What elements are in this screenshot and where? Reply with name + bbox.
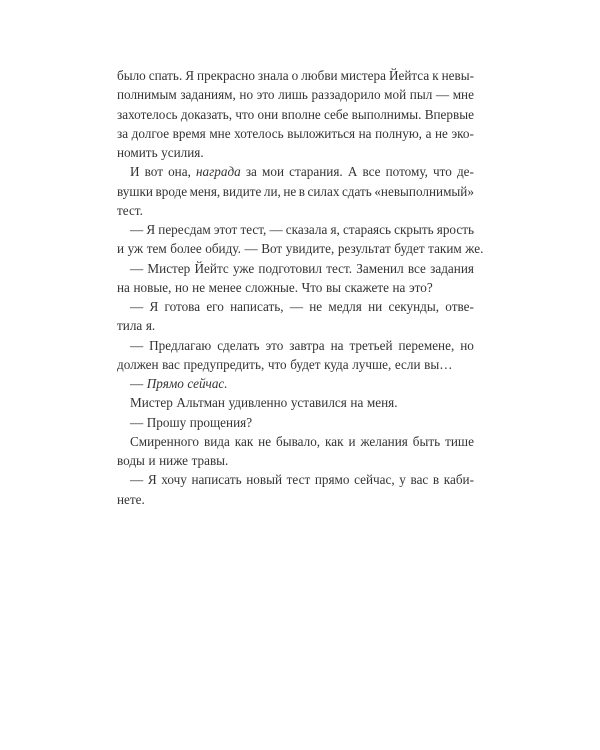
word: — bbox=[289, 299, 303, 314]
word: вушки bbox=[117, 183, 153, 199]
word: будет bbox=[394, 241, 425, 257]
word: более bbox=[170, 241, 202, 257]
word: на bbox=[350, 395, 364, 411]
word: должен bbox=[117, 356, 159, 372]
word: не bbox=[192, 279, 206, 295]
word: полнимым bbox=[117, 87, 177, 103]
word: ли, bbox=[263, 183, 281, 199]
word: не bbox=[309, 299, 323, 314]
word: и bbox=[148, 453, 156, 468]
word: не bbox=[283, 183, 297, 199]
word: было bbox=[117, 68, 146, 83]
word: эко- bbox=[451, 125, 474, 141]
word: на bbox=[330, 337, 344, 353]
word: Впервые bbox=[424, 106, 474, 122]
word: заданиям, bbox=[180, 87, 236, 103]
word: ниже bbox=[159, 453, 189, 468]
word: что bbox=[267, 356, 287, 372]
word: Йейтс bbox=[194, 260, 229, 276]
word: я, bbox=[330, 222, 340, 237]
word: Прямо bbox=[146, 376, 184, 391]
word: выполнимы. bbox=[351, 106, 422, 122]
word: готова bbox=[164, 299, 201, 314]
word: тила bbox=[117, 318, 143, 334]
word: вас bbox=[162, 356, 180, 372]
word: — bbox=[435, 87, 450, 103]
text-line bbox=[117, 470, 474, 489]
word: бывало, bbox=[276, 433, 321, 449]
word: сложные. bbox=[245, 279, 299, 295]
paragraph bbox=[117, 297, 474, 336]
text-line bbox=[117, 66, 474, 85]
word: прекрасно bbox=[197, 68, 255, 83]
body-text bbox=[117, 66, 484, 509]
word: не bbox=[435, 125, 448, 141]
word: новый bbox=[246, 472, 283, 488]
word: обиду. bbox=[205, 241, 241, 257]
word: это bbox=[265, 337, 284, 353]
word: — bbox=[130, 414, 144, 430]
word: Прошу bbox=[146, 414, 187, 430]
paragraph bbox=[117, 413, 474, 432]
word: и bbox=[117, 241, 125, 257]
word: скрыть bbox=[394, 222, 434, 237]
word: хотелось bbox=[234, 125, 284, 141]
word: все bbox=[362, 164, 381, 180]
word: в bbox=[298, 183, 305, 199]
word: в bbox=[432, 472, 440, 488]
word: она, bbox=[168, 164, 191, 180]
word: за bbox=[117, 125, 129, 141]
word: награда bbox=[196, 164, 241, 180]
text-line bbox=[117, 85, 474, 104]
paragraph bbox=[117, 393, 474, 412]
word: сейчас, bbox=[354, 472, 395, 488]
word: сейчас. bbox=[187, 376, 228, 391]
word: увидите, bbox=[285, 241, 335, 257]
word: третьей bbox=[349, 337, 393, 353]
word: удивленно bbox=[228, 395, 288, 411]
word: доказать, bbox=[180, 106, 233, 122]
text-line bbox=[117, 393, 474, 412]
word: но bbox=[460, 337, 474, 353]
text-line bbox=[117, 239, 484, 258]
text-line bbox=[117, 451, 474, 470]
word: ярость bbox=[436, 222, 474, 237]
word: вы bbox=[325, 279, 342, 295]
word: вида bbox=[203, 433, 230, 449]
word: медля bbox=[328, 299, 362, 314]
word: захотелось bbox=[117, 106, 178, 122]
word: Я bbox=[147, 472, 157, 488]
word: — bbox=[130, 337, 144, 353]
word: — bbox=[130, 260, 144, 276]
text-line bbox=[117, 105, 474, 124]
text-line bbox=[117, 413, 474, 432]
paragraph bbox=[117, 432, 474, 471]
word: на bbox=[358, 125, 372, 141]
word: как bbox=[234, 433, 254, 449]
word: прямо bbox=[314, 472, 350, 488]
text-line bbox=[117, 297, 474, 316]
word: долгое bbox=[131, 125, 170, 141]
word: и bbox=[348, 433, 356, 449]
word: тест bbox=[286, 472, 311, 488]
word: Я bbox=[185, 68, 195, 83]
word: силах bbox=[307, 183, 340, 199]
word: на bbox=[392, 279, 406, 295]
word: к bbox=[432, 68, 439, 83]
word: меня, bbox=[189, 183, 221, 199]
word: Я bbox=[149, 299, 159, 314]
word: вас bbox=[410, 472, 429, 488]
word: меня. bbox=[366, 395, 398, 411]
word: вполне bbox=[281, 106, 321, 122]
word: будет bbox=[290, 356, 321, 372]
word: перемене, bbox=[398, 337, 455, 353]
word: тем bbox=[146, 241, 167, 257]
word: номить bbox=[117, 145, 158, 160]
word: Что bbox=[301, 279, 323, 295]
word: — bbox=[269, 222, 283, 237]
word: мне bbox=[452, 87, 474, 103]
text-line bbox=[117, 278, 474, 297]
text-line bbox=[117, 143, 474, 162]
paragraph bbox=[117, 336, 474, 375]
text-line bbox=[117, 432, 474, 451]
word: ни bbox=[368, 299, 383, 314]
word: пыл bbox=[409, 87, 433, 103]
word: знала bbox=[257, 68, 289, 83]
word: мои bbox=[262, 164, 285, 180]
word: предупредить, bbox=[183, 356, 265, 372]
word: раззадорило bbox=[311, 87, 381, 103]
word: воды bbox=[117, 453, 145, 468]
word: Смиренного bbox=[130, 433, 200, 449]
word: себе bbox=[324, 106, 349, 122]
word: не bbox=[258, 433, 272, 449]
word: за bbox=[245, 164, 257, 180]
word: я. bbox=[145, 318, 156, 334]
text-line bbox=[117, 316, 474, 335]
word: вот bbox=[144, 164, 163, 180]
word: сделать bbox=[217, 337, 260, 353]
word: вы… bbox=[424, 356, 453, 372]
text-line bbox=[117, 374, 474, 393]
word: уже bbox=[232, 260, 255, 276]
word: спать. bbox=[148, 68, 183, 83]
paragraph bbox=[117, 470, 474, 509]
word: задания bbox=[430, 260, 474, 276]
word: отве- bbox=[445, 299, 474, 314]
text-line bbox=[117, 490, 474, 509]
word: выложиться bbox=[287, 125, 356, 141]
word: стараясь bbox=[342, 222, 391, 237]
word: менее bbox=[208, 279, 242, 295]
word: «невыполнимый» bbox=[374, 183, 474, 199]
text-line bbox=[117, 162, 474, 181]
word: уж bbox=[127, 241, 144, 257]
word: Вот bbox=[261, 241, 283, 257]
word: желания bbox=[360, 433, 408, 449]
word: завтра bbox=[289, 337, 325, 353]
word: Мистер bbox=[130, 395, 173, 411]
word: его bbox=[206, 299, 224, 314]
word: каби- bbox=[443, 472, 474, 488]
word: тест. bbox=[117, 202, 143, 218]
word: прощения? bbox=[189, 414, 253, 430]
word: секунды, bbox=[388, 299, 440, 314]
word: это bbox=[256, 87, 275, 103]
word: время bbox=[172, 125, 206, 141]
word: полную, bbox=[375, 125, 422, 141]
word: нете. bbox=[117, 491, 145, 507]
word: Мистер bbox=[147, 260, 191, 276]
text-line bbox=[117, 124, 474, 143]
word: Я bbox=[146, 222, 156, 237]
paragraph bbox=[117, 66, 474, 162]
word: травы. bbox=[191, 453, 229, 468]
word: подготовил bbox=[258, 260, 322, 276]
word: потому, bbox=[385, 164, 428, 180]
word: — bbox=[244, 241, 258, 257]
word: любви bbox=[301, 68, 338, 83]
text-line bbox=[117, 182, 474, 201]
word: таким bbox=[428, 241, 462, 257]
word: вроде bbox=[155, 183, 188, 199]
word: Альтман bbox=[176, 395, 225, 411]
word: мне bbox=[209, 125, 231, 141]
word: скажете bbox=[344, 279, 389, 295]
word: но bbox=[174, 279, 189, 295]
word: написать bbox=[191, 472, 242, 488]
word: как bbox=[325, 433, 344, 449]
word: хочу bbox=[161, 472, 187, 488]
word: на bbox=[117, 279, 130, 295]
word: лучше, bbox=[352, 356, 392, 372]
word: этот bbox=[213, 222, 238, 237]
word: но bbox=[239, 87, 254, 103]
word: тише bbox=[445, 433, 474, 449]
word: у bbox=[399, 472, 406, 488]
word: сказала bbox=[285, 222, 328, 237]
word: невы- bbox=[441, 68, 474, 83]
paragraph bbox=[117, 259, 474, 298]
word: тест. bbox=[326, 260, 353, 276]
text-line bbox=[117, 259, 474, 278]
word: старания. bbox=[289, 164, 343, 180]
word: — bbox=[130, 376, 144, 391]
word: мистера bbox=[340, 68, 386, 83]
word: новые, bbox=[133, 279, 172, 295]
word: тест, bbox=[240, 222, 267, 237]
word: уставился bbox=[290, 395, 347, 411]
word: — bbox=[130, 222, 144, 237]
text-line bbox=[117, 336, 474, 355]
word: быть bbox=[412, 433, 441, 449]
word: лишь bbox=[278, 87, 308, 103]
word: пересдам bbox=[158, 222, 211, 237]
text-line bbox=[117, 201, 474, 220]
word: результат bbox=[337, 241, 391, 257]
word: это? bbox=[408, 279, 433, 295]
paragraph bbox=[117, 220, 484, 259]
paragraph bbox=[117, 374, 474, 393]
word: они bbox=[257, 106, 279, 122]
text-line bbox=[117, 355, 474, 374]
word: написать, bbox=[230, 299, 284, 314]
paragraph bbox=[117, 162, 474, 220]
word: — bbox=[130, 472, 144, 488]
word: мой bbox=[384, 87, 407, 103]
word: сдать bbox=[341, 183, 372, 199]
word: видите bbox=[222, 183, 262, 199]
word: — bbox=[130, 299, 144, 314]
word: И bbox=[130, 164, 140, 180]
word: усилия. bbox=[161, 145, 204, 160]
word: что bbox=[433, 164, 452, 180]
word: Йейтса bbox=[388, 68, 430, 83]
text-line bbox=[117, 220, 474, 239]
word: а bbox=[425, 125, 432, 141]
word: же. bbox=[465, 241, 484, 257]
word: куда bbox=[324, 356, 349, 372]
word: Заменил bbox=[356, 260, 404, 276]
word: де- bbox=[456, 164, 474, 180]
word: Предлагаю bbox=[149, 337, 212, 353]
word: если bbox=[394, 356, 421, 372]
word: А bbox=[347, 164, 358, 180]
word: о bbox=[291, 68, 299, 83]
word: все bbox=[407, 260, 426, 276]
word: что bbox=[235, 106, 255, 122]
